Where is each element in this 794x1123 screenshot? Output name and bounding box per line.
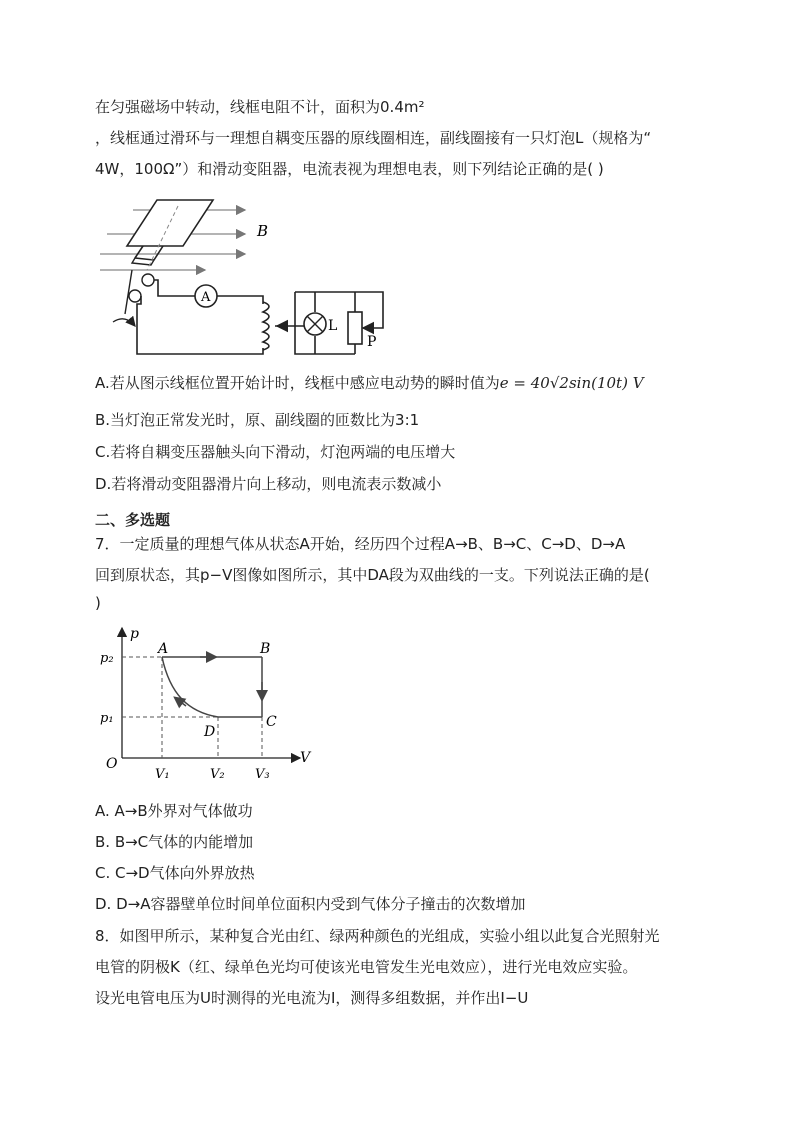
- slip-ring-upper: [142, 274, 154, 286]
- point-b-label: B: [260, 641, 271, 657]
- q7-line-3: ): [95, 594, 101, 612]
- v1-label: V₁: [155, 767, 170, 782]
- q7-option-d: D. D→A容器壁单位时间单位面积内受到气体分子撞击的次数增加: [95, 895, 526, 913]
- q8-line-3: 设光电管电压为U时测得的光电流为I，测得多组数据，并作出I−U: [95, 989, 529, 1007]
- q7-option-c: C. C→D气体向外界放热: [95, 864, 255, 882]
- rheostat-label: P: [367, 334, 377, 350]
- q8-line-1: 8．如图甲所示，某种复合光由红、绿两种颜色的光组成，实验小组以此复合光照射光: [95, 927, 660, 945]
- q7-option-a: A. A→B外界对气体做功: [95, 802, 253, 820]
- p2-label: p₂: [100, 651, 114, 666]
- autotransformer-coil: [263, 302, 269, 350]
- field-label: B: [257, 222, 269, 240]
- q7-option-b: B. B→C气体的内能增加: [95, 833, 254, 851]
- slip-ring-lower: [129, 290, 141, 302]
- rheostat: [348, 312, 362, 344]
- q6-option-a: [95, 372, 644, 394]
- q6-option-a-text: A.若从图示线框位置开始计时，线框中感应电动势的瞬时值为: [95, 374, 500, 392]
- q6-option-b: B.当灯泡正常发光时，原、副线圈的匝数比为3:1: [95, 411, 420, 429]
- q8-line-2: 电管的阴极K（红、绿单色光均可使该光电管发生光电效应），进行光电效应实验。: [95, 958, 638, 976]
- point-c-label: C: [266, 714, 277, 730]
- point-d-label: D: [204, 724, 216, 740]
- v3-label: V₃: [255, 767, 270, 782]
- q6-option-c: C.若将自耦变压器触头向下滑动，灯泡两端的电压增大: [95, 443, 456, 461]
- lamp-label: L: [328, 318, 338, 334]
- q6-line-1: 在匀强磁场中转动，线框电阻不计，面积为0.4m²: [95, 98, 425, 116]
- v-axis-label: V: [300, 750, 311, 766]
- q6-option-a-formula: e = 40√2sin(10t) V: [499, 374, 644, 392]
- ammeter-label: A: [201, 290, 211, 305]
- coil-frame: [127, 200, 213, 246]
- process-da: [162, 657, 218, 717]
- q7-line-1: 7．一定质量的理想气体从状态A开始，经历四个过程A→B、B→C、C→D、D→A: [95, 535, 626, 553]
- point-a-label: A: [158, 641, 169, 657]
- pv-graph: [100, 622, 325, 790]
- v2-label: V₂: [210, 767, 225, 782]
- origin-label: O: [106, 756, 118, 772]
- circuit-figure: [95, 190, 415, 370]
- q6-line-2: ，线框通过滑环与一理想自耦变压器的原线圈相连，副线圈接有一只灯泡L（规格为“: [95, 129, 652, 147]
- section-heading: 二、多选题: [95, 511, 171, 529]
- rotation-arrow-icon: [113, 319, 135, 326]
- q6-option-d: D.若将滑动变阻器滑片向上移动，则电流表示数减小: [95, 475, 442, 493]
- p1-label: p₁: [100, 711, 114, 726]
- q6-line-3: 4W，100Ω”）和滑动变阻器，电流表视为理想电表，则下列结论正确的是( ): [95, 160, 604, 178]
- p-axis-label: p: [130, 626, 139, 642]
- q7-line-2: 回到原状态，其p−V图像如图所示，其中DA段为双曲线的一支。下列说法正确的是(: [95, 566, 650, 584]
- circuit-wires: [137, 280, 383, 354]
